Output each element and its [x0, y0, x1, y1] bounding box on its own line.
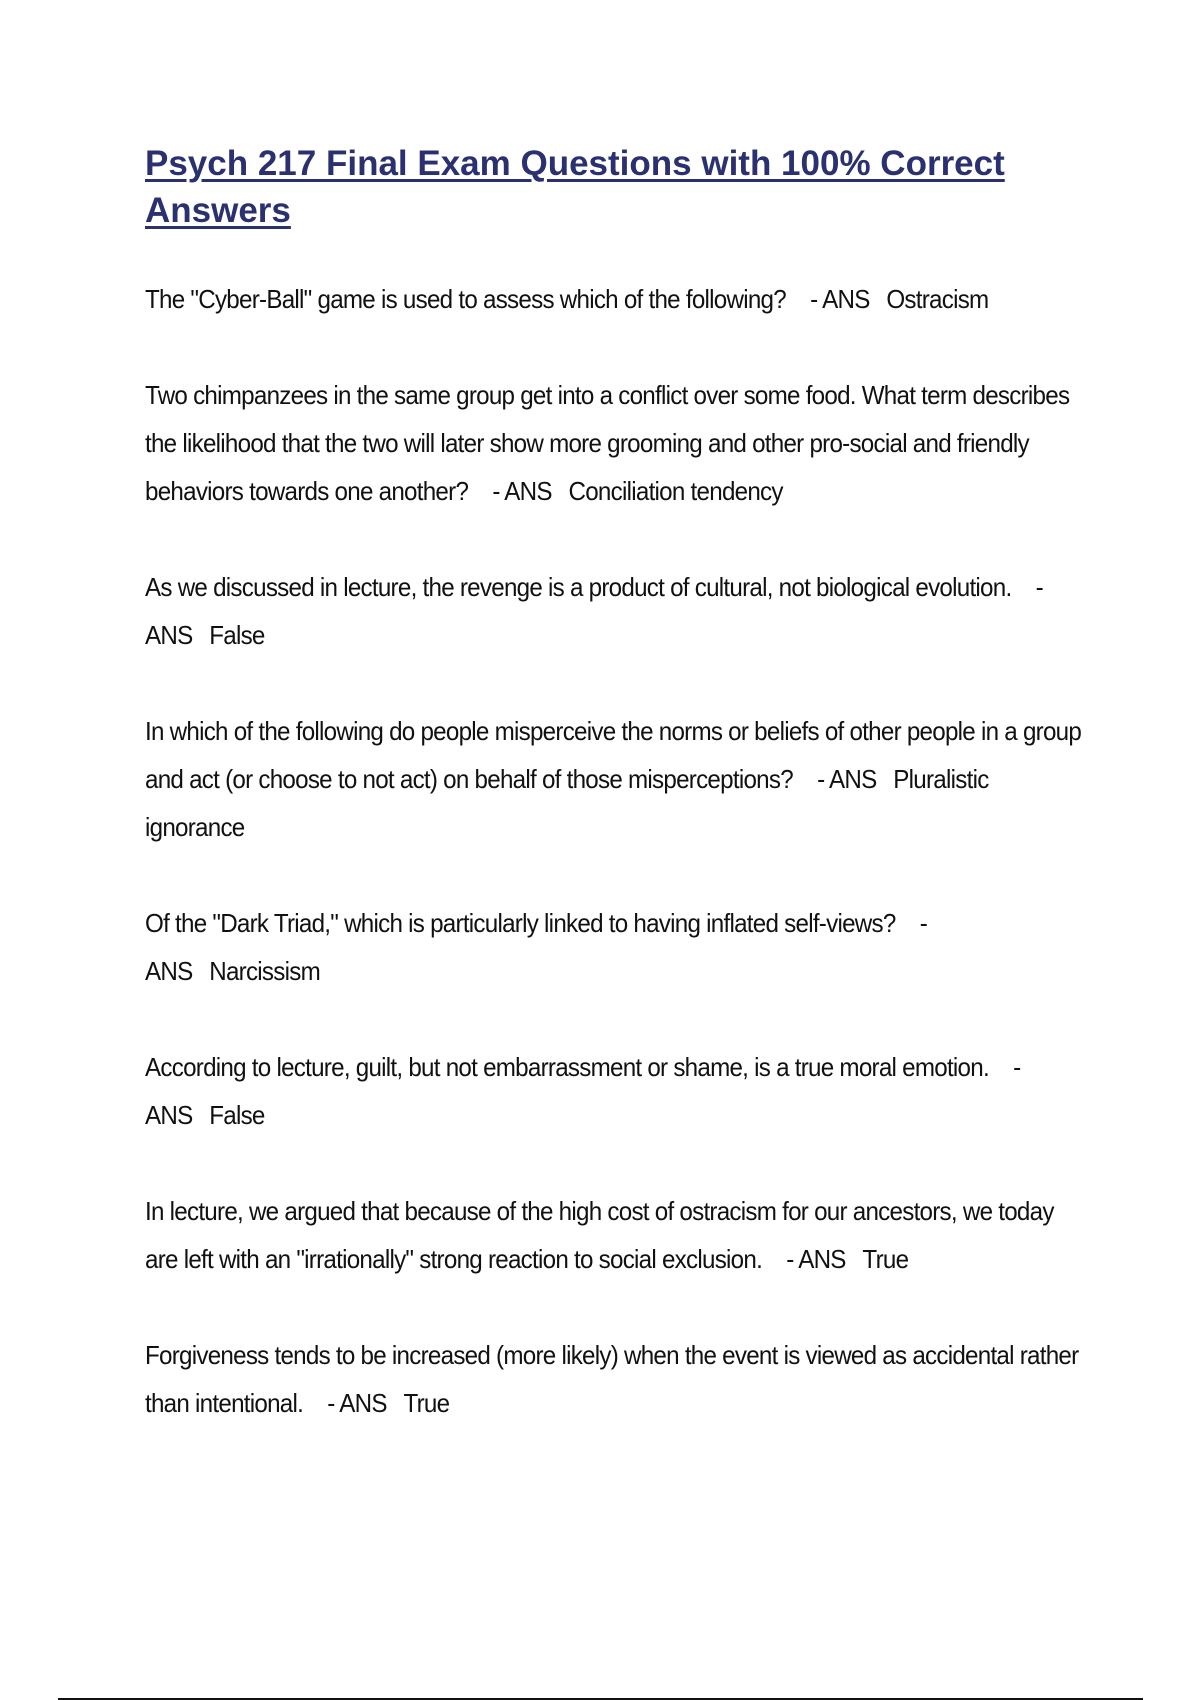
qa-item [145, 371, 1090, 515]
question-text: Forgiveness tends to be increased (more likely) when the event is viewed as accidental rather than intentional. [145, 1340, 1085, 1418]
answer-text: True [862, 1244, 909, 1274]
answer-marker: - ANS [492, 476, 552, 506]
question-text: According to lecture, guilt, but not embarrassment or shame, is a true moral emotion. [145, 1052, 989, 1082]
answer-marker: - ANS [145, 572, 1048, 650]
qa-item [145, 1187, 1090, 1283]
question-text: As we discussed in lecture, the revenge is a product of cultural, not biological evolution. [145, 572, 1012, 602]
question-text: In lecture, we argued that because of the high cost of ostracism for our ancestors, we today are left with an "irrationally" strong reaction to social exclusion. [145, 1196, 1060, 1274]
answer-text: False [209, 620, 265, 650]
answer-text: Pluralistic ignorance [145, 764, 995, 842]
question-text: The "Cyber-Ball" game is used to assess which of the following? [145, 284, 786, 314]
answer-text: Conciliation tendency [568, 476, 783, 506]
answer-text: False [209, 1100, 265, 1130]
answer-marker: - ANS [145, 1052, 1026, 1130]
qa-item [145, 563, 1090, 659]
answer-marker: - ANS [145, 908, 932, 986]
question-text: Two chimpanzees in the same group get into a conflict over some food. What term describes the likelihood that the two will later show more grooming and other pro-social and friendly behaviors towards one another? [145, 380, 1076, 506]
answer-text: Narcissism [209, 956, 320, 986]
qa-item [145, 275, 1090, 323]
answer-marker: - ANS [810, 284, 870, 314]
qa-list [145, 275, 1090, 1475]
qa-item [145, 707, 1090, 851]
question-text: In which of the following do people misperceive the norms or beliefs of other people in a group and act (or choose to not act) on behalf of those misperceptions? [145, 716, 1088, 794]
qa-item [145, 1331, 1090, 1427]
answer-marker: - ANS [817, 764, 877, 794]
answer-text: True [403, 1388, 450, 1418]
answer-text: Ostracism [886, 284, 989, 314]
qa-item [145, 1043, 1090, 1139]
document-title: Psych 217 Final Exam Questions with 100% Correct Answers [145, 144, 1005, 230]
answer-marker: - ANS [327, 1388, 387, 1418]
answer-marker: - ANS [786, 1244, 846, 1274]
qa-item [145, 899, 1090, 995]
question-text: Of the "Dark Triad," which is particularly linked to having inflated self-views? [145, 908, 896, 938]
